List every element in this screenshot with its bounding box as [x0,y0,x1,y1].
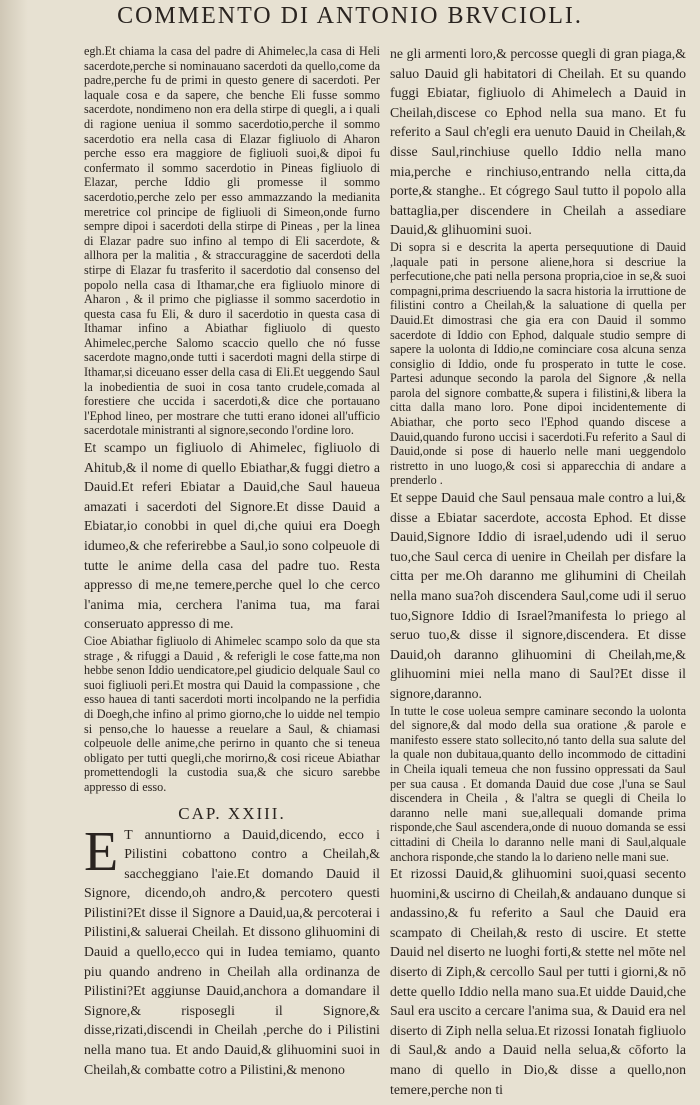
commentary-paragraph-1: egh.Et chiama la casa del padre di Ahimelec,la casa di Heli sacerdote,perche si nominauano sacerdoti da quello,come da padre,perche fu de primi in questo genere di sacerdoti. Per laquale cosa e da sapere, che benche Eli fusse sommo sacerdote, nondimeno non era della stirpe di quegli, a i quali di ragione ueniua il sommo sacerdotio,perche il sommo sacerdotio era nella casa di Elazar figliuolo di Aharon perche esso era maggiore de figliuoli suoi,& dipoi fu confermato il sommo sacerdotio in Pineas figliuolo di Elazar, perche Iddio gli promesse il sommo sacerdotio,perche zelo per esso ammazzando la medianita meretrice col principe de figliuoli di Simeon,onde furno sempre dipoi i sacerdoti della stirpe di Pineas , per la linea di Elazar padre suo infino al tempo di Eli sacerdote, & allhora per la malitia , & straccuraggine de sacerdoti della stirpe di Elazar fu trasferito il sacerdotio dal consenso del popolo nella casa di Ithamar,che era figliuolo minore di Aharon , & il primo che pigliasse il sommo sacerdotio in questa casa fu Eli, & duro il sacerdotio in questa casa di Ithamar infino a Abiathar figliuolo di questo Ahimelec,perche Salomo scaccio quello che nó fusse sacerdote magno,onde tutti i sacerdoti magni della stirpe di Ithamar,si diceuano esser della casa di Eli.Et ueggendo Saul la inobedientia de suoi in cosa tanto crudele,comada al forestiere che uccida i sacerdoti,& dice che portauano l'Ephod lineo, per mostrare che tutti erano idonei all'ufficio sacerdotale ministranti al signore,secondo l'ordine loro. [84,44,380,438]
scripture-paragraph-4: Et seppe Dauid che Saul pensaua male contro a lui,& disse a Ebiatar sacerdote, accosta Ephod. Et disse Dauid,Signore Iddio di israel,udendo udi il seruo tuo,che Saul cerca di uenire in Cheilah per disfare la citta per me.Oh daranno me glihumini di Cheilah nella mano sua?oh discendera Saul,come udi il seruo tuo,Signore Iddio di Israel?manifesta lo priego al seruo tuo,& disse il signore,discendera. Et disse Dauid,oh daranno glihuomini di Cheilah,me,& glihuomini miei nella mano di Saul?Et disse il signore,daranno. [390,490,686,701]
commentary-paragraph-3: Di sopra si e descrita la aperta persequutione di Dauid ,laquale pati in persone aliene,hora si descriue la perfecutione,che pati nella persona propria,cioe in se,& suoi compagni,prima descriuendo la sacra historia la irruttione de filistini contro a Cheilah,& la saluatione di quella per Dauid.Et dimostrasi che gia era con Dauid il sommo sacerdote di Iddio con Ephod, dalquale studio sempre di sapere la uolonta di Iddio,ne cominciare cosa alcuna senza consiglio di Iddio, onde fu prosperato in tutte le cose. Partesi adunque secondo la parola del Signore ,& nella parola del signore combatte,& supera i filistini,& libera la citta dalla mano loro. Pone dipoi incidentemente di Abiathar, che porto seco l'Ephod quando discese a Dauid,quando furono uccisi i sacerdoti.Fu referito a Saul di Dauid,onde si pose di hauerlo nelle mani ueggendolo ristretto in uno luogo,& cosi si apparecchia di andare a prenderlo . [390,239,686,488]
commentary-paragraph-4: In tutte le cose uoleua sempre caminare secondo la uolonta del signore,& dal modo della sua oratione ,& parole e manifesto essere stato sollecito,nó tanto della sua salute del la quale non dubitaua,quanto dello incommodo de cittadini in Cheila iquali temeua che non fussino oppressati da Saul per sua causa . Et domanda Dauid due cose ,l'una se Saul discendera in Cheila , & l'altra se quegli di Cheila lo daranno nelle mani sue,allequali domande prima risponde,che Saul ascendera,onde di nuouo domanda se essi cittadini di Cheila lo daranno nelle mani di Saul,alquale anchora risponde,che stando la lo darieno nelle mani sue. [390,703,686,864]
scripture-paragraph-5: Et rizossi Dauid,& glihuomini suoi,quasi secento huomini,& uscirno di Cheilah,& andauano dunque si andassino,& fu referito a Saul che Dauid era scampato di Cheilah,& resto di uscire. Et stette Dauid nel diserto ne luoghi forti,& stette nel mōte nel diserto di Ziph,& cercollo Saul per tutti i giorni,& nō dette quello Iddio nella mano sua.Et uidde Dauid,che Saul era uscito a cercare l'anima sua, & Dauid era nel diserto di Ziph nella selua.Et rizossi Ionatah figliuolo di Saul,& ando a Dauid nella selua,& cōforto la mano di quello in Dio,& disse a quello,non temere,perche non ti [390,866,686,1097]
running-head: COMMENTO DI ANTONIO BRVCIOLI. [117,3,583,29]
scripture-paragraph-2-text: T annuntiorno a Dauid,dicendo, ecco i Pilistini cobattono contro a Cheilah,& saccheggiano l'aie.Et domando Dauid il Signore, dicendo,oh andro,& percotero questi Pilistini?Et disse il Signore a Dauid,ua,& percoterai i Pilistini,& saluerai Cheilah. Et dissono glihuomini di Dauid a quello,ecco qui in Iudea temiamo, quanto piu quando andreno in Cheilah alla ordinanza de Pilistini?Et aggiunse Dauid,anchora a domandare il Signore,& risposegli il Signore,& disse,rizati,discendi in Cheilah ,perche do i Pilistini nella mano tua. Et ando Dauid,& glihuomini suoi in Cheilah,& combatte cotro a Pilistini,& menono [84,826,380,1077]
scripture-paragraph-1: Et scampo un figliuolo di Ahimelec, figliuolo di Ahitub,& il nome di quello Ebiathar,& fuggi dietro a Dauid.Et referi Ebiatar a Dauid,che Saul haueua amazati i sacerdoti del Signore.Et disse Dauid a Ebiatar,io conobbi in quel di,che quiui era Doegh idumeo,& che referirebbe a Saul,io sono colpeuole di tutte le anime della casa del padre tuo. Resta appresso di me,ne temere,perche quel lo che cerco l'anima mia, cerchera l'anima tua, ma farai conseruato appresso di me. [84,440,380,632]
chapter-heading: CAP. XXIII. [178,803,286,823]
right-column [390,44,686,1099]
spine-shadow [0,0,28,1105]
scripture-paragraph-3: ne gli armenti loro,& percosse quegli di gran piaga,& saluo Dauid gli habitatori di Cheilah. Et su quando fuggi Ebiatar, figliuolo di Ahimelech a Dauid in Cheilah,discese co Ephod nella sua mano. Et fu referito a Saul ch'egli era uenuto Dauid in Cheilah,& disse Saul,rinchiuse quello Iddio nella mano mia,perche e rinchiuso,entrando nella citta,da porte,& stanghe.. Et cógrego Saul tutto il popolo alla battaglia,per discendere in Cheilah a assediare Dauid,& glihuomini suoi. [390,46,686,238]
scripture-paragraph-2 [84,820,380,1080]
commentary-paragraph-2: Cioe Abiathar figliuolo di Ahimelec scampo solo da que sta strage , & rifuggi a Dauid , & referigli le cose fatte,ma non hebbe senon Iddio uendicatore,pel giudicio delquale Saul co suoi figliuoli peri.Et mostra qui Dauid la compassione , che esso hauea di tanti sacerdoti morti incolpando ne la perfidia di Doegh,che infino al primo giorno,che lo uidde nel tempio si penso,che lo hauesse a reuelare a Saul, & chiamasi colpeuole delle anime,che perirno in quanto che si teneua obligato per tutti quegli,che morirno,& cosi riceue Abiathar promettendogli la custodia sua,& che sicuro sarebbe appresso di esso. [84,633,380,794]
left-column [84,44,380,1079]
drop-cap: E [84,820,119,883]
